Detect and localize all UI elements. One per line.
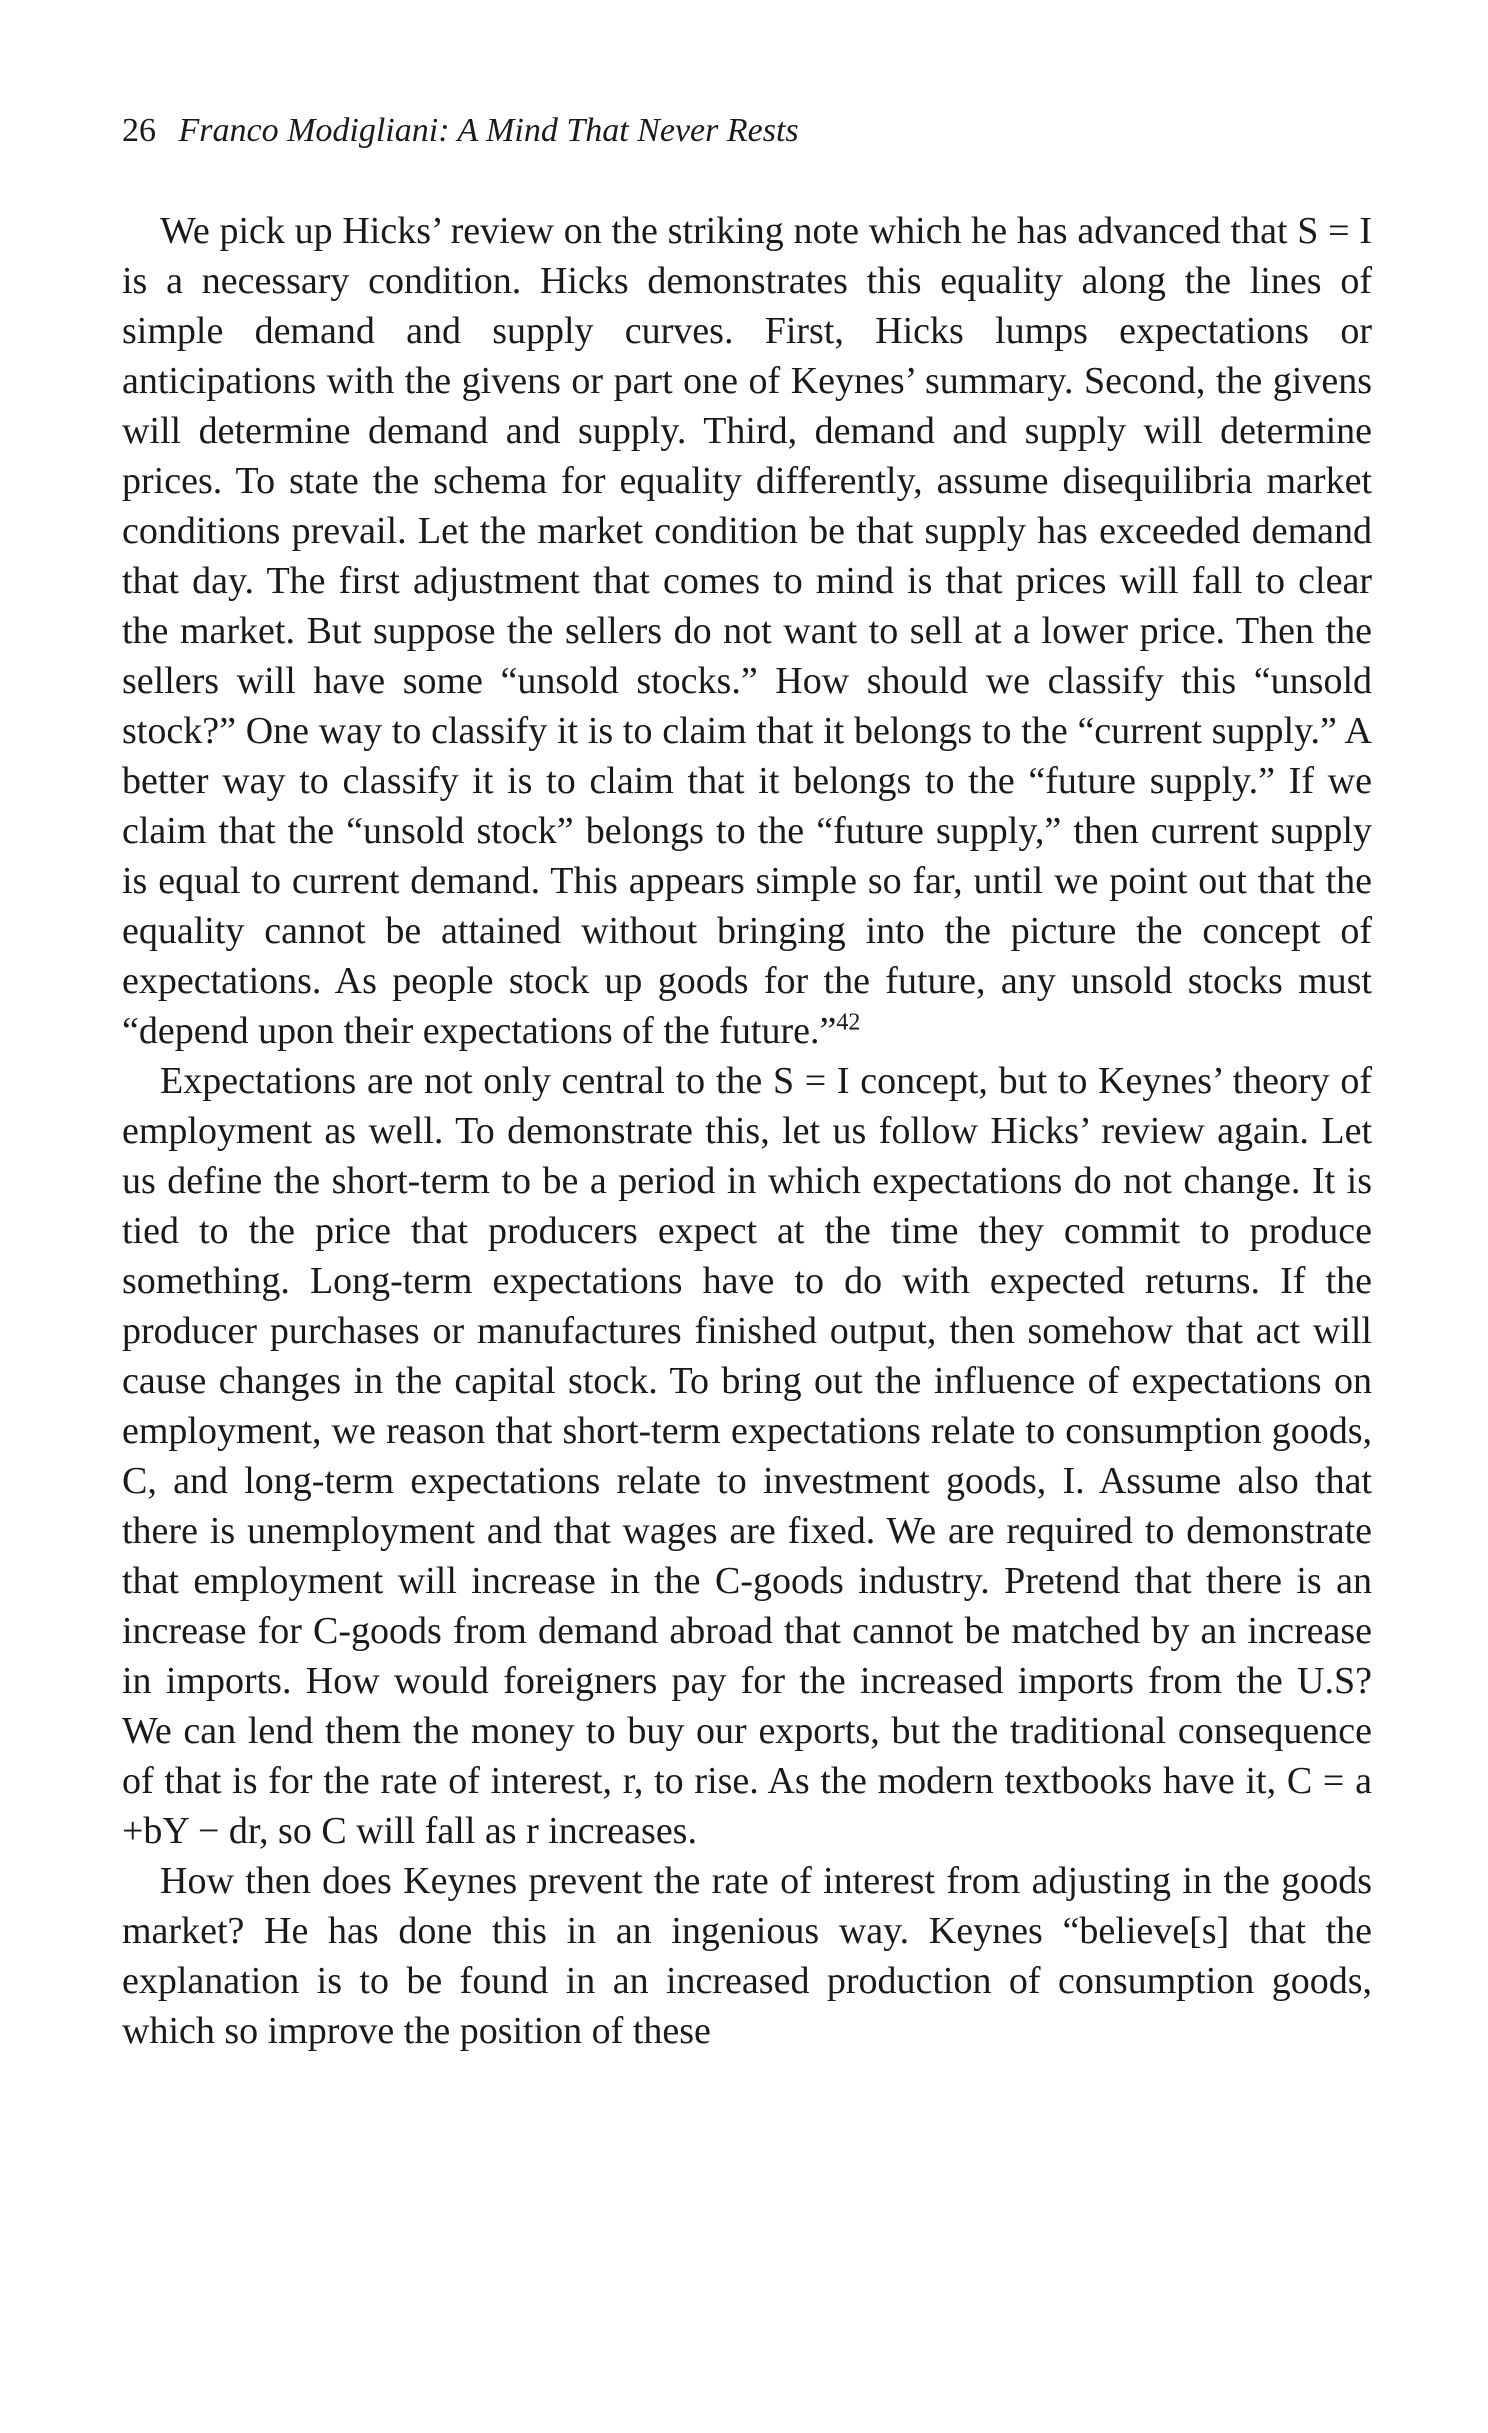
book-title: Franco Modigliani: A Mind That Never Rests (178, 112, 799, 149)
body-text (122, 206, 1372, 2056)
running-head (122, 104, 1372, 158)
paragraph-keynes-interest-rate (122, 1856, 1372, 2056)
paragraph-text: How then does Keynes prevent the rate of interest from adjusting in the goods market? He has done this in an ingenious way. Keynes “believe[s] that the explanation is to be found in an increased production of consumption goods, which so improve the position of these (122, 1860, 1372, 2052)
page-number: 26 (122, 112, 156, 149)
paragraph-hicks-review (122, 206, 1372, 1056)
paragraph-text: We pick up Hicks’ review on the striking note which he has advanced that S = I is a necessary condition. Hicks demonstrates this equality along the lines of simple demand and supply curves. First, Hicks lumps expectations or anticipations with the givens or part one of Keynes’ summary. Second, the givens will determine demand and supply. Third, demand and supply will determine prices. To state the schema for equality differently, assume disequilibria market conditions prevail. Let the market condition be that supply has exceeded demand that day. The first adjustment that comes to mind is that prices will fall to clear the market. But suppose the sellers do not want to sell at a lower price. Then the sellers will have some “unsold stocks.” How should we classify this “unsold stock?” One way to classify it is to claim that it belongs to the “current supply.” A better way to classify it is to claim that it belongs to the “future supply.” If we claim that the “unsold stock” belongs to the “future supply,” then current supply is equal to current demand. This appears simple so far, until we point out that the equality cannot be attained without bringing into the picture the concept of expectations. As people stock up goods for the future, any unsold stocks must “depend upon their expectations of the future.” (122, 210, 1372, 1052)
book-page (122, 104, 1372, 2056)
paragraph-expectations-employment (122, 1056, 1372, 1856)
paragraph-text: Expectations are not only central to the S = I concept, but to Keynes’ theory of employment as well. To demonstrate this, let us follow Hicks’ review again. Let us define the short-term to be a period in which expectations do not change. It is tied to the price that producers expect at the time they commit to produce something. Long-term expectations have to do with expected returns. If the producer purchases or manufactures finished output, then somehow that act will cause changes in the capital stock. To bring out the influence of expectations on employment, we reason that short-term expectations relate to consumption goods, C, and long-term expectations relate to investment goods, I. Assume also that there is unemployment and that wages are fixed. We are required to demonstrate that employment will increase in the C-goods industry. Pretend that there is an increase for C-goods from demand abroad that cannot be matched by an increase in imports. How would foreigners pay for the increased imports from the U.S? We can lend them the money to buy our exports, but the traditional consequence of that is for the rate of interest, r, to rise. As the modern textbooks have it, C = a +bY − dr, so C will fall as r increases. (122, 1060, 1372, 1852)
footnote-reference: 42 (836, 1009, 861, 1036)
